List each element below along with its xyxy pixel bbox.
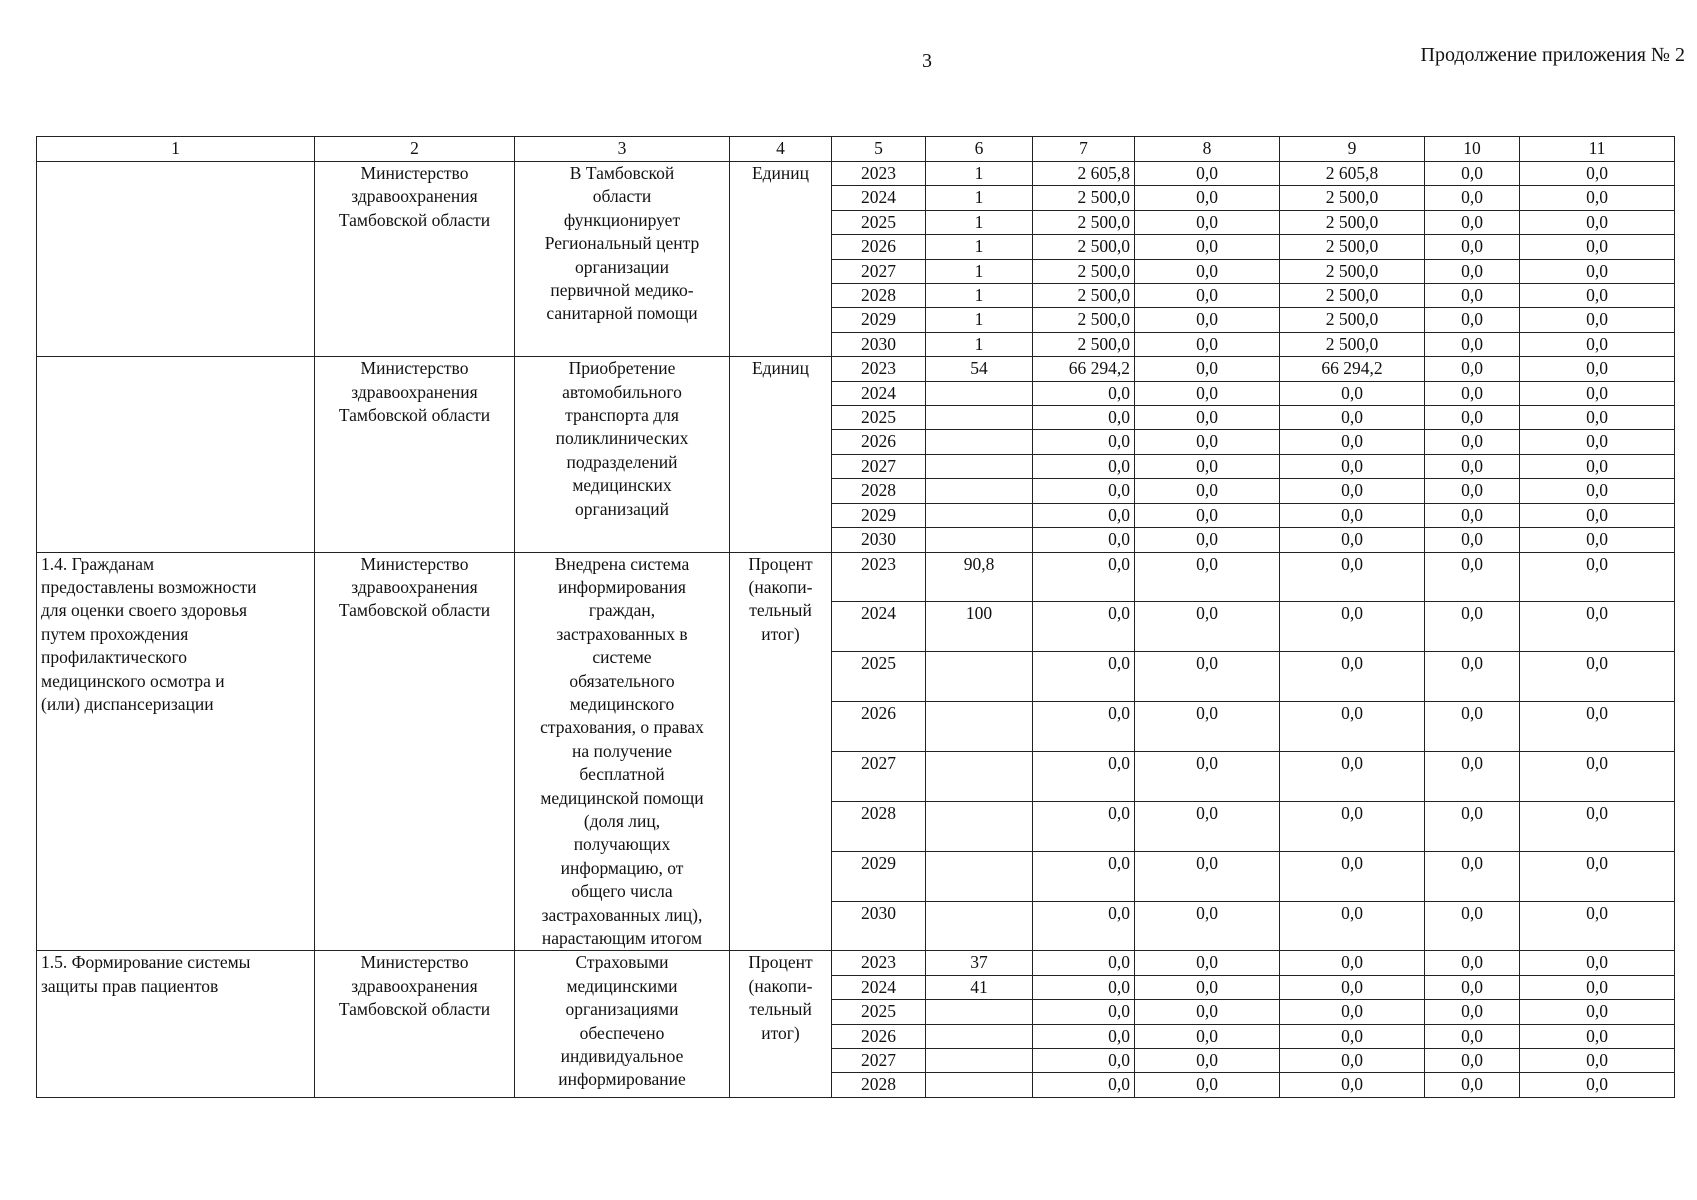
value-cell-9: 0,0 bbox=[1280, 528, 1425, 552]
unit-cell: Единиц bbox=[730, 357, 832, 552]
value-cell-7: 2 500,0 bbox=[1033, 332, 1135, 356]
value-cell-9: 2 500,0 bbox=[1280, 235, 1425, 259]
value-cell-10: 0,0 bbox=[1425, 975, 1520, 999]
year-cell: 2028 bbox=[832, 801, 926, 851]
value-cell-11: 0,0 bbox=[1520, 702, 1675, 752]
value-cell-6: 1 bbox=[926, 210, 1033, 234]
value-cell-8: 0,0 bbox=[1135, 503, 1280, 527]
column-number: 11 bbox=[1520, 137, 1675, 162]
result-cell: Страховыми медицинскими организациями обеспечено индивидуальное информирование bbox=[515, 951, 730, 1097]
executor-cell: Министерство здравоохранения Тамбовской области bbox=[315, 552, 515, 951]
value-cell-9: 0,0 bbox=[1280, 652, 1425, 702]
value-cell-6 bbox=[926, 454, 1033, 478]
value-cell-7: 0,0 bbox=[1033, 702, 1135, 752]
year-cell: 2029 bbox=[832, 308, 926, 332]
value-cell-8: 0,0 bbox=[1135, 702, 1280, 752]
year-cell: 2025 bbox=[832, 406, 926, 430]
value-cell-9: 0,0 bbox=[1280, 1049, 1425, 1073]
unit-cell: Процент (накопи- тельный итог) bbox=[730, 951, 832, 1097]
value-cell-9: 0,0 bbox=[1280, 702, 1425, 752]
value-cell-10: 0,0 bbox=[1425, 652, 1520, 702]
year-cell: 2024 bbox=[832, 381, 926, 405]
value-cell-8: 0,0 bbox=[1135, 751, 1280, 801]
value-cell-8: 0,0 bbox=[1135, 162, 1280, 186]
year-cell: 2025 bbox=[832, 652, 926, 702]
value-cell-6 bbox=[926, 801, 1033, 851]
value-cell-9: 0,0 bbox=[1280, 406, 1425, 430]
value-cell-10: 0,0 bbox=[1425, 528, 1520, 552]
value-cell-11: 0,0 bbox=[1520, 951, 1675, 975]
value-cell-6 bbox=[926, 381, 1033, 405]
value-cell-8: 0,0 bbox=[1135, 381, 1280, 405]
value-cell-7: 0,0 bbox=[1033, 901, 1135, 951]
value-cell-11: 0,0 bbox=[1520, 430, 1675, 454]
value-cell-6: 1 bbox=[926, 235, 1033, 259]
value-cell-10: 0,0 bbox=[1425, 454, 1520, 478]
column-number: 9 bbox=[1280, 137, 1425, 162]
task-cell: 1.5. Формирование системы защиты прав пациентов bbox=[37, 951, 315, 1097]
value-cell-9: 0,0 bbox=[1280, 503, 1425, 527]
value-cell-7: 0,0 bbox=[1033, 503, 1135, 527]
value-cell-8: 0,0 bbox=[1135, 602, 1280, 652]
continuation-header: Продолжение приложения № 2 bbox=[1420, 44, 1685, 66]
year-cell: 2027 bbox=[832, 751, 926, 801]
value-cell-6: 1 bbox=[926, 332, 1033, 356]
value-cell-11: 0,0 bbox=[1520, 801, 1675, 851]
value-cell-6 bbox=[926, 751, 1033, 801]
value-cell-9: 0,0 bbox=[1280, 1000, 1425, 1024]
value-cell-10: 0,0 bbox=[1425, 1049, 1520, 1073]
value-cell-7: 0,0 bbox=[1033, 801, 1135, 851]
value-cell-8: 0,0 bbox=[1135, 284, 1280, 308]
value-cell-8: 0,0 bbox=[1135, 901, 1280, 951]
value-cell-7: 0,0 bbox=[1033, 528, 1135, 552]
value-cell-10: 0,0 bbox=[1425, 381, 1520, 405]
value-cell-11: 0,0 bbox=[1520, 186, 1675, 210]
value-cell-6 bbox=[926, 406, 1033, 430]
value-cell-9: 2 500,0 bbox=[1280, 332, 1425, 356]
value-cell-11: 0,0 bbox=[1520, 210, 1675, 234]
value-cell-9: 2 500,0 bbox=[1280, 308, 1425, 332]
value-cell-10: 0,0 bbox=[1425, 702, 1520, 752]
unit-cell: Процент (накопи- тельный итог) bbox=[730, 552, 832, 951]
value-cell-10: 0,0 bbox=[1425, 851, 1520, 901]
year-cell: 2026 bbox=[832, 235, 926, 259]
year-cell: 2026 bbox=[832, 1024, 926, 1048]
value-cell-8: 0,0 bbox=[1135, 235, 1280, 259]
value-cell-6 bbox=[926, 528, 1033, 552]
value-cell-6: 100 bbox=[926, 602, 1033, 652]
value-cell-6 bbox=[926, 851, 1033, 901]
column-number: 4 bbox=[730, 137, 832, 162]
value-cell-8: 0,0 bbox=[1135, 1024, 1280, 1048]
value-cell-11: 0,0 bbox=[1520, 284, 1675, 308]
value-cell-10: 0,0 bbox=[1425, 430, 1520, 454]
value-cell-6 bbox=[926, 702, 1033, 752]
value-cell-10: 0,0 bbox=[1425, 210, 1520, 234]
year-cell: 2030 bbox=[832, 332, 926, 356]
value-cell-7: 0,0 bbox=[1033, 951, 1135, 975]
value-cell-8: 0,0 bbox=[1135, 308, 1280, 332]
value-cell-7: 2 500,0 bbox=[1033, 284, 1135, 308]
column-number: 8 bbox=[1135, 137, 1280, 162]
value-cell-10: 0,0 bbox=[1425, 186, 1520, 210]
value-cell-8: 0,0 bbox=[1135, 454, 1280, 478]
value-cell-9: 0,0 bbox=[1280, 552, 1425, 602]
value-cell-11: 0,0 bbox=[1520, 454, 1675, 478]
column-number: 2 bbox=[315, 137, 515, 162]
column-number: 3 bbox=[515, 137, 730, 162]
year-cell: 2027 bbox=[832, 1049, 926, 1073]
result-cell: Приобретение автомобильного транспорта для поликлинических подразделений медицинских организаций bbox=[515, 357, 730, 552]
value-cell-9: 0,0 bbox=[1280, 479, 1425, 503]
result-cell: Внедрена система информирования граждан, застрахованных в системе обязательного медицинского страхования, о правах на получение бесплатной медицинской помощи (доля лиц, получающих информацию, от общего числа застрахованных лиц), нарастающим итогом bbox=[515, 552, 730, 951]
value-cell-6: 37 bbox=[926, 951, 1033, 975]
year-cell: 2025 bbox=[832, 210, 926, 234]
year-cell: 2028 bbox=[832, 1073, 926, 1097]
value-cell-11: 0,0 bbox=[1520, 235, 1675, 259]
value-cell-9: 0,0 bbox=[1280, 602, 1425, 652]
value-cell-11: 0,0 bbox=[1520, 602, 1675, 652]
value-cell-9: 0,0 bbox=[1280, 1024, 1425, 1048]
value-cell-10: 0,0 bbox=[1425, 1024, 1520, 1048]
column-number: 1 bbox=[37, 137, 315, 162]
unit-cell: Единиц bbox=[730, 162, 832, 357]
value-cell-9: 0,0 bbox=[1280, 975, 1425, 999]
year-cell: 2030 bbox=[832, 528, 926, 552]
year-cell: 2023 bbox=[832, 162, 926, 186]
value-cell-10: 0,0 bbox=[1425, 503, 1520, 527]
value-cell-11: 0,0 bbox=[1520, 1049, 1675, 1073]
year-cell: 2024 bbox=[832, 186, 926, 210]
value-cell-6 bbox=[926, 1000, 1033, 1024]
value-cell-11: 0,0 bbox=[1520, 1024, 1675, 1048]
value-cell-9: 66 294,2 bbox=[1280, 357, 1425, 381]
value-cell-8: 0,0 bbox=[1135, 975, 1280, 999]
value-cell-10: 0,0 bbox=[1425, 308, 1520, 332]
value-cell-8: 0,0 bbox=[1135, 332, 1280, 356]
value-cell-11: 0,0 bbox=[1520, 259, 1675, 283]
value-cell-11: 0,0 bbox=[1520, 751, 1675, 801]
value-cell-6 bbox=[926, 479, 1033, 503]
value-cell-8: 0,0 bbox=[1135, 479, 1280, 503]
data-table bbox=[36, 136, 1675, 1098]
value-cell-6 bbox=[926, 1024, 1033, 1048]
value-cell-10: 0,0 bbox=[1425, 951, 1520, 975]
value-cell-11: 0,0 bbox=[1520, 1073, 1675, 1097]
page-number: 3 bbox=[922, 50, 932, 72]
value-cell-7: 2 605,8 bbox=[1033, 162, 1135, 186]
value-cell-6: 54 bbox=[926, 357, 1033, 381]
table-row bbox=[37, 162, 1675, 186]
value-cell-9: 0,0 bbox=[1280, 381, 1425, 405]
value-cell-7: 0,0 bbox=[1033, 1073, 1135, 1097]
value-cell-9: 0,0 bbox=[1280, 1073, 1425, 1097]
value-cell-9: 0,0 bbox=[1280, 901, 1425, 951]
value-cell-8: 0,0 bbox=[1135, 186, 1280, 210]
value-cell-6 bbox=[926, 1049, 1033, 1073]
year-cell: 2029 bbox=[832, 503, 926, 527]
value-cell-6: 1 bbox=[926, 162, 1033, 186]
value-cell-6 bbox=[926, 503, 1033, 527]
value-cell-8: 0,0 bbox=[1135, 357, 1280, 381]
year-cell: 2027 bbox=[832, 259, 926, 283]
value-cell-6: 41 bbox=[926, 975, 1033, 999]
value-cell-9: 0,0 bbox=[1280, 751, 1425, 801]
value-cell-10: 0,0 bbox=[1425, 801, 1520, 851]
year-cell: 2023 bbox=[832, 951, 926, 975]
value-cell-10: 0,0 bbox=[1425, 751, 1520, 801]
result-cell: В Тамбовской области функционирует Региональный центр организации первичной медико- санитарной помощи bbox=[515, 162, 730, 357]
value-cell-10: 0,0 bbox=[1425, 162, 1520, 186]
column-number: 7 bbox=[1033, 137, 1135, 162]
table-row bbox=[37, 552, 1675, 602]
year-cell: 2026 bbox=[832, 702, 926, 752]
value-cell-6: 1 bbox=[926, 284, 1033, 308]
table-row bbox=[37, 357, 1675, 381]
value-cell-8: 0,0 bbox=[1135, 801, 1280, 851]
value-cell-7: 0,0 bbox=[1033, 552, 1135, 602]
year-cell: 2030 bbox=[832, 901, 926, 951]
value-cell-8: 0,0 bbox=[1135, 528, 1280, 552]
task-cell bbox=[37, 357, 315, 552]
year-cell: 2024 bbox=[832, 975, 926, 999]
table-row bbox=[37, 951, 1675, 975]
value-cell-7: 2 500,0 bbox=[1033, 210, 1135, 234]
year-cell: 2027 bbox=[832, 454, 926, 478]
value-cell-6 bbox=[926, 1073, 1033, 1097]
value-cell-10: 0,0 bbox=[1425, 332, 1520, 356]
value-cell-11: 0,0 bbox=[1520, 308, 1675, 332]
column-number: 5 bbox=[832, 137, 926, 162]
value-cell-7: 0,0 bbox=[1033, 975, 1135, 999]
value-cell-10: 0,0 bbox=[1425, 901, 1520, 951]
column-number-row bbox=[37, 137, 1675, 162]
value-cell-11: 0,0 bbox=[1520, 652, 1675, 702]
value-cell-7: 0,0 bbox=[1033, 751, 1135, 801]
value-cell-9: 0,0 bbox=[1280, 951, 1425, 975]
value-cell-7: 0,0 bbox=[1033, 454, 1135, 478]
value-cell-11: 0,0 bbox=[1520, 851, 1675, 901]
value-cell-10: 0,0 bbox=[1425, 479, 1520, 503]
column-number: 6 bbox=[926, 137, 1033, 162]
value-cell-11: 0,0 bbox=[1520, 528, 1675, 552]
value-cell-7: 2 500,0 bbox=[1033, 186, 1135, 210]
task-cell bbox=[37, 162, 315, 357]
value-cell-10: 0,0 bbox=[1425, 259, 1520, 283]
value-cell-10: 0,0 bbox=[1425, 552, 1520, 602]
value-cell-7: 66 294,2 bbox=[1033, 357, 1135, 381]
value-cell-6 bbox=[926, 652, 1033, 702]
value-cell-11: 0,0 bbox=[1520, 381, 1675, 405]
executor-cell: Министерство здравоохранения Тамбовской области bbox=[315, 951, 515, 1097]
value-cell-9: 2 500,0 bbox=[1280, 284, 1425, 308]
value-cell-8: 0,0 bbox=[1135, 1000, 1280, 1024]
value-cell-10: 0,0 bbox=[1425, 602, 1520, 652]
value-cell-10: 0,0 bbox=[1425, 1073, 1520, 1097]
value-cell-7: 0,0 bbox=[1033, 602, 1135, 652]
value-cell-11: 0,0 bbox=[1520, 901, 1675, 951]
value-cell-10: 0,0 bbox=[1425, 406, 1520, 430]
value-cell-11: 0,0 bbox=[1520, 162, 1675, 186]
value-cell-9: 2 500,0 bbox=[1280, 210, 1425, 234]
column-number: 10 bbox=[1425, 137, 1520, 162]
value-cell-7: 0,0 bbox=[1033, 479, 1135, 503]
value-cell-9: 2 500,0 bbox=[1280, 259, 1425, 283]
value-cell-9: 2 500,0 bbox=[1280, 186, 1425, 210]
value-cell-11: 0,0 bbox=[1520, 357, 1675, 381]
value-cell-8: 0,0 bbox=[1135, 430, 1280, 454]
value-cell-9: 0,0 bbox=[1280, 430, 1425, 454]
year-cell: 2023 bbox=[832, 357, 926, 381]
year-cell: 2029 bbox=[832, 851, 926, 901]
value-cell-8: 0,0 bbox=[1135, 652, 1280, 702]
value-cell-8: 0,0 bbox=[1135, 1073, 1280, 1097]
value-cell-8: 0,0 bbox=[1135, 210, 1280, 234]
value-cell-8: 0,0 bbox=[1135, 851, 1280, 901]
value-cell-8: 0,0 bbox=[1135, 1049, 1280, 1073]
value-cell-11: 0,0 bbox=[1520, 975, 1675, 999]
value-cell-9: 0,0 bbox=[1280, 801, 1425, 851]
value-cell-8: 0,0 bbox=[1135, 406, 1280, 430]
value-cell-7: 2 500,0 bbox=[1033, 235, 1135, 259]
year-cell: 2025 bbox=[832, 1000, 926, 1024]
executor-cell: Министерство здравоохранения Тамбовской области bbox=[315, 162, 515, 357]
value-cell-9: 2 605,8 bbox=[1280, 162, 1425, 186]
value-cell-6 bbox=[926, 430, 1033, 454]
year-cell: 2024 bbox=[832, 602, 926, 652]
value-cell-7: 0,0 bbox=[1033, 406, 1135, 430]
value-cell-7: 0,0 bbox=[1033, 1000, 1135, 1024]
value-cell-10: 0,0 bbox=[1425, 357, 1520, 381]
value-cell-7: 0,0 bbox=[1033, 1024, 1135, 1048]
value-cell-7: 2 500,0 bbox=[1033, 259, 1135, 283]
value-cell-11: 0,0 bbox=[1520, 479, 1675, 503]
value-cell-11: 0,0 bbox=[1520, 552, 1675, 602]
value-cell-11: 0,0 bbox=[1520, 406, 1675, 430]
year-cell: 2026 bbox=[832, 430, 926, 454]
value-cell-8: 0,0 bbox=[1135, 552, 1280, 602]
value-cell-11: 0,0 bbox=[1520, 1000, 1675, 1024]
year-cell: 2023 bbox=[832, 552, 926, 602]
value-cell-6 bbox=[926, 901, 1033, 951]
value-cell-7: 0,0 bbox=[1033, 1049, 1135, 1073]
value-cell-7: 0,0 bbox=[1033, 381, 1135, 405]
value-cell-10: 0,0 bbox=[1425, 235, 1520, 259]
value-cell-6: 1 bbox=[926, 186, 1033, 210]
value-cell-7: 0,0 bbox=[1033, 652, 1135, 702]
value-cell-11: 0,0 bbox=[1520, 503, 1675, 527]
value-cell-10: 0,0 bbox=[1425, 284, 1520, 308]
value-cell-7: 0,0 bbox=[1033, 430, 1135, 454]
value-cell-6: 1 bbox=[926, 259, 1033, 283]
value-cell-8: 0,0 bbox=[1135, 951, 1280, 975]
value-cell-6: 90,8 bbox=[926, 552, 1033, 602]
value-cell-10: 0,0 bbox=[1425, 1000, 1520, 1024]
year-cell: 2028 bbox=[832, 284, 926, 308]
executor-cell: Министерство здравоохранения Тамбовской области bbox=[315, 357, 515, 552]
task-cell: 1.4. Гражданам предоставлены возможности для оценки своего здоровья путем прохождения профилактического медицинского осмотра и (или) диспансеризации bbox=[37, 552, 315, 951]
value-cell-11: 0,0 bbox=[1520, 332, 1675, 356]
value-cell-7: 2 500,0 bbox=[1033, 308, 1135, 332]
year-cell: 2028 bbox=[832, 479, 926, 503]
value-cell-9: 0,0 bbox=[1280, 851, 1425, 901]
value-cell-6: 1 bbox=[926, 308, 1033, 332]
value-cell-9: 0,0 bbox=[1280, 454, 1425, 478]
value-cell-7: 0,0 bbox=[1033, 851, 1135, 901]
value-cell-8: 0,0 bbox=[1135, 259, 1280, 283]
